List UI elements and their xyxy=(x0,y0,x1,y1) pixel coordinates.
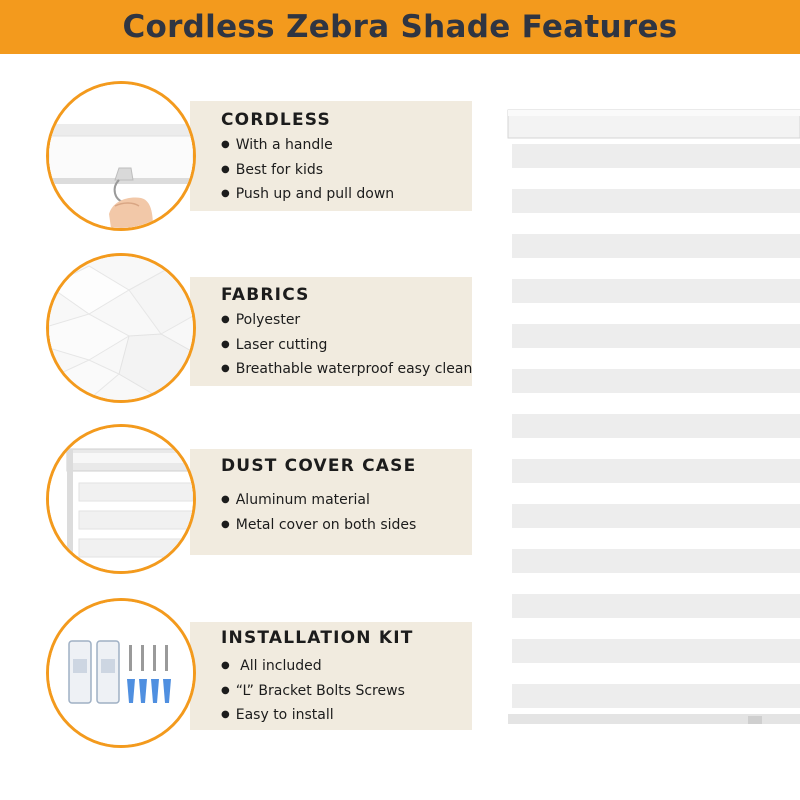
shade-stripe xyxy=(512,459,800,483)
list-item: ● “L” Bracket Bolts Screws xyxy=(221,679,405,704)
feature-card-fabrics xyxy=(190,277,472,386)
shade-stripe xyxy=(512,369,800,393)
feature-list-dust-cover-case xyxy=(221,488,416,537)
feature-card-dust-cover-case xyxy=(190,449,472,555)
list-item: ● With a handle xyxy=(221,133,394,158)
list-item: ● Polyester xyxy=(221,308,472,333)
shade-stripe xyxy=(512,684,800,708)
dust-cover-photo-icon xyxy=(46,424,196,574)
feature-list-installation-kit xyxy=(221,654,405,728)
shade-stripe xyxy=(512,144,800,168)
cordless-handle-photo-icon xyxy=(46,81,196,231)
list-item: ● Aluminum material xyxy=(221,488,416,513)
shade-stripe xyxy=(512,234,800,258)
list-item: ● Push up and pull down xyxy=(221,182,394,207)
fabric-photo-icon xyxy=(46,253,196,403)
list-item: ● Easy to install xyxy=(221,703,405,728)
shade-stripe xyxy=(512,504,800,528)
installation-kit-photo-icon xyxy=(46,598,196,748)
feature-title-fabrics: FABRICS xyxy=(221,285,310,305)
feature-card-cordless xyxy=(190,101,472,211)
shade-stripe xyxy=(512,279,800,303)
list-item: ● Breathable waterproof easy clean xyxy=(221,357,472,382)
shade-stripe xyxy=(512,549,800,573)
feature-title-installation-kit: INSTALLATION KIT xyxy=(221,628,414,648)
shade-stripe xyxy=(512,414,800,438)
shade-stripe xyxy=(512,594,800,618)
feature-title-cordless: CORDLESS xyxy=(221,110,331,130)
feature-list-fabrics xyxy=(221,308,472,382)
shade-stripe xyxy=(512,189,800,213)
feature-card-installation-kit xyxy=(190,622,472,730)
list-item: ● Best for kids xyxy=(221,158,394,183)
list-item: ● Metal cover on both sides xyxy=(221,513,416,538)
shade-stripe xyxy=(512,324,800,348)
list-item: ● Laser cutting xyxy=(221,333,472,358)
list-item: ● All included xyxy=(221,654,405,679)
page-title: Cordless Zebra Shade Features xyxy=(122,9,678,45)
feature-title-dust-cover-case: DUST COVER CASE xyxy=(221,456,417,476)
header-banner xyxy=(0,0,800,54)
zebra-shade-photo-icon xyxy=(500,98,800,738)
shade-stripe xyxy=(512,639,800,663)
feature-list-cordless xyxy=(221,133,394,207)
